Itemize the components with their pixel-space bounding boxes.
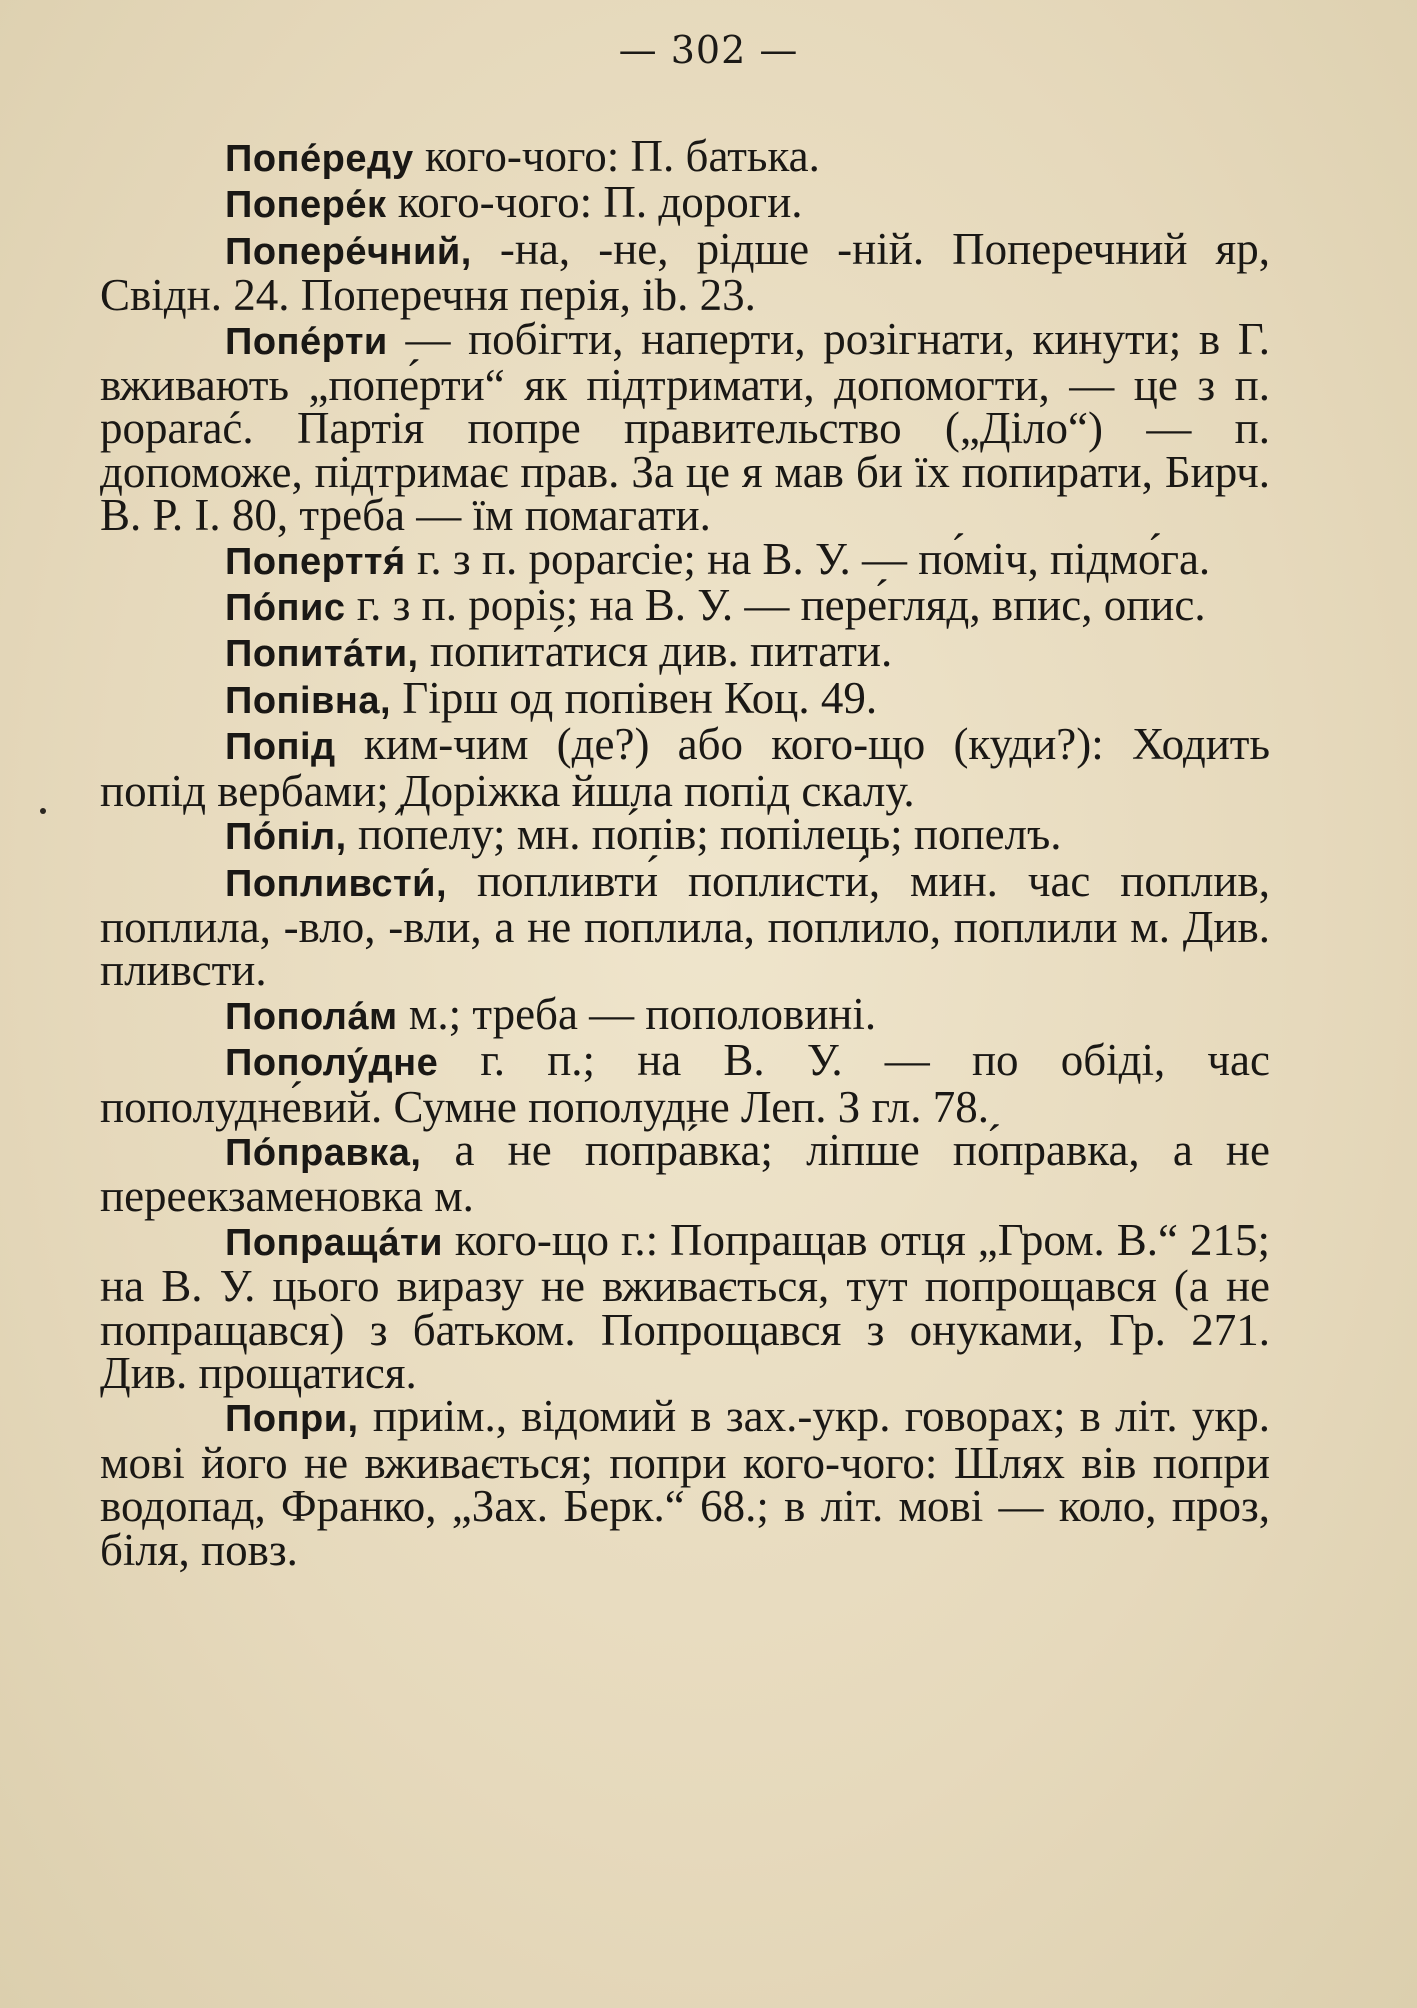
entry-headword: Попливсти́,: [225, 862, 448, 905]
entry-headword: Попри,: [225, 1398, 359, 1441]
dictionary-entries: [100, 131, 1270, 1575]
dictionary-entry: [100, 855, 1270, 996]
entry-text: попливти́ поплисти́, мин. час поплив, поплила, -вло, -вли, а не поплила, поплило, поплили м. Див. пливсти.: [100, 855, 1270, 996]
entry-text: кого-чого: П. дороги.: [386, 177, 803, 228]
entry-headword: Попе́рти: [225, 320, 388, 363]
entry-headword: Попраща́ти: [225, 1221, 443, 1264]
entry-headword: Поперття́: [225, 540, 406, 583]
entry-headword: Попола́м: [225, 995, 398, 1038]
entry-text: -на, -не, рідше -ній. Поперечний яр, Свідн. 24. Поперечня перія, ib. 23.: [100, 223, 1270, 321]
entry-text: г. п.; на В. У. — по обіді, час пополудне́вий. Сумне пополудне Леп. З гл. 78.: [100, 1035, 1270, 1132]
dictionary-entry: [100, 223, 1270, 321]
dictionary-entry: [100, 809, 1270, 860]
ink-speck: [40, 808, 46, 814]
entry-headword: Попере́чний,: [225, 230, 472, 273]
entry-headword: Пополу́дне: [225, 1042, 439, 1085]
page-number: — 302 —: [618, 28, 799, 72]
dictionary-entry: [100, 580, 1270, 631]
dictionary-entry: [100, 1214, 1270, 1398]
entry-text: ким-чим (де?) або кого-що (куди?): Ходить попід вербами; Доріжка йшла попід скалу.: [100, 719, 1270, 816]
entry-text: кого-чого: П. батька.: [413, 131, 820, 181]
entry-text: приім., відомий в зах.-укр. говорах; в літ. укр. мові його не вживається; попри кого-чого: Шлях вів попри водопад, Франко, „Зах. Берк.“ 68.; в літ. мові — коло, проз, біля, повз.: [100, 1391, 1270, 1575]
entry-text: кого-що г.: Попращав отця „Гром. В.“ 215; на В. У. цього виразу не вживається, тут попрощався (а не попращався) з батьком. Попрощався з онуками, Гр. 271. Див. прощатися.: [100, 1214, 1270, 1398]
entry-text: по́пелу; мн. по́пів; попілець; попелъ.: [346, 809, 1062, 860]
entry-headword: Попід: [225, 726, 336, 769]
dictionary-entry: [100, 1124, 1270, 1222]
entry-headword: Попита́ти,: [225, 633, 419, 676]
entry-text: г. з п. poparcie; на В. У. — по́міч, підмо́га.: [405, 533, 1211, 584]
entry-headword: По́пис: [225, 587, 346, 630]
entry-headword: Попере́к: [225, 184, 387, 227]
entry-headword: Попівна,: [225, 679, 392, 722]
entry-text: а не попра́вка; ліпше по́правка, а не переекзаменовка м.: [100, 1124, 1270, 1222]
dictionary-entry: [100, 719, 1270, 816]
dictionary-entry: [100, 626, 1270, 677]
dictionary-entry: [100, 177, 1270, 228]
dictionary-entry: [100, 1035, 1270, 1132]
dictionary-entry: [100, 1391, 1270, 1575]
dictionary-entry: [100, 672, 1270, 723]
dictionary-entry: [100, 313, 1270, 541]
entry-headword: По́піл,: [225, 816, 347, 859]
entry-text: попита́тися див. питати.: [418, 626, 893, 677]
entry-headword: Попе́реду: [225, 138, 414, 180]
dictionary-entry: [100, 131, 1270, 181]
entry-headword: По́правка,: [225, 1131, 422, 1174]
entry-text: Гірш од попівен Коц. 49.: [391, 672, 878, 723]
dictionary-entry: [100, 533, 1270, 584]
entry-text: — побігти, наперти, розігнати, кинути; в Г. вживають „попе́рти“ як підтримати, допомогти, — це з п. poparać. Партія попре правительство („Діло“) — п. допоможе, підтримає прав. За це я мав би їх попирати, Бирч. В. Р. І. 80, треба — їм помагати.: [100, 313, 1270, 541]
entry-text: м.; треба — пополовині.: [397, 988, 877, 1039]
dictionary-entry: [100, 988, 1270, 1039]
entry-text: г. з п. popis; на В. У. — пере́гляд, впис, опис.: [345, 580, 1206, 631]
